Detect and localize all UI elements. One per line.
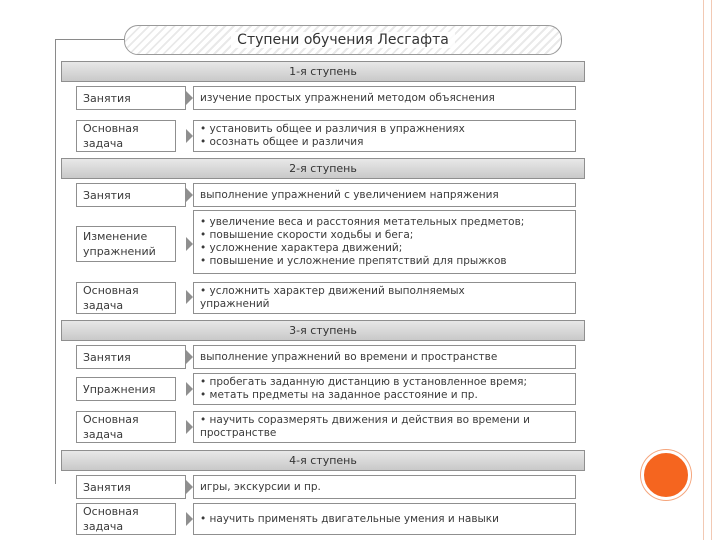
arrow-icon <box>186 188 193 202</box>
content-line: игры, экскурсии и пр. <box>200 480 321 493</box>
content-line: • увеличение веса и расстояния метательных предметов; <box>200 216 525 228</box>
diagram-title <box>124 25 562 55</box>
content-line: • научить соразмерять движения и действия во времени и пространстве <box>200 414 530 439</box>
stage-1-content-lessons <box>193 86 576 110</box>
content-line: • повышение и усложнение препятствий для прыжков <box>200 255 507 267</box>
stage-2-label-main-task: Основная задача <box>76 282 176 314</box>
stage-3-content-main-task <box>193 411 576 443</box>
content-line: • повышение скорости ходьбы и бега; <box>200 229 414 241</box>
stage-4-content-main-task <box>193 503 576 535</box>
content-line: • усложнить характер движений выполняемых упражнений <box>200 285 465 310</box>
diagram-connector-line <box>55 39 124 40</box>
content-line: • пробегать заданную дистанцию в установленное время; <box>200 376 528 388</box>
frame-border-line <box>703 0 704 540</box>
stage-2-content-lessons <box>193 183 576 207</box>
arrow-icon <box>186 480 193 494</box>
stage-3-label-lessons: Занятия <box>76 345 186 369</box>
content-line: изучение простых упражнений методом объяснения <box>200 91 495 104</box>
stage-1-content-main-task <box>193 120 576 152</box>
diagram-title-text: Ступени обучения Лесгафта <box>231 32 455 48</box>
arrow-icon <box>186 129 193 143</box>
content-line: • научить применять двигательные умения и навыки <box>200 512 499 525</box>
stage-3-label-exercises: Упражнения <box>76 377 176 401</box>
stage-4-label-lessons: Занятия <box>76 475 186 499</box>
stage-1-label-main-task: Основная задача <box>76 120 176 152</box>
frame-border-line <box>711 0 712 540</box>
stage-1-label-lessons: Занятия <box>76 86 186 110</box>
content-line: • установить общее и различия в упражнениях <box>200 123 465 135</box>
arrow-icon <box>186 237 193 251</box>
stage-3-header: 3-я ступень <box>61 320 585 341</box>
stage-2-label-changes: Изменение упражнений <box>76 226 176 262</box>
stage-2-content-main-task <box>193 282 576 314</box>
content-line: выполнение упражнений во времени и пространстве <box>200 350 498 363</box>
diagram-connector-line <box>55 39 56 484</box>
stage-3-label-main-task: Основная задача <box>76 411 176 443</box>
arrow-icon <box>186 290 193 304</box>
content-line: • усложнение характера движений; <box>200 242 403 254</box>
stage-2-header: 2-я ступень <box>61 158 585 179</box>
decorative-circle <box>641 450 691 500</box>
stage-2-label-lessons: Занятия <box>76 183 186 207</box>
content-line: выполнение упражнений с увеличением напряжения <box>200 188 499 201</box>
stage-4-content-lessons <box>193 475 576 499</box>
arrow-icon <box>186 420 193 434</box>
content-line: • метать предметы на заданное расстояние и пр. <box>200 389 478 401</box>
stage-1-header: 1-я ступень <box>61 61 585 82</box>
arrow-icon <box>186 91 193 105</box>
content-line: • осознать общее и различия <box>200 136 364 148</box>
arrow-icon <box>186 512 193 526</box>
stage-2-content-changes <box>193 210 576 274</box>
stage-3-content-lessons <box>193 345 576 369</box>
arrow-icon <box>186 350 193 364</box>
stage-4-header: 4-я ступень <box>61 450 585 471</box>
stage-3-content-exercises <box>193 373 576 405</box>
arrow-icon <box>186 382 193 396</box>
stage-4-label-main-task: Основная задача <box>76 503 176 535</box>
